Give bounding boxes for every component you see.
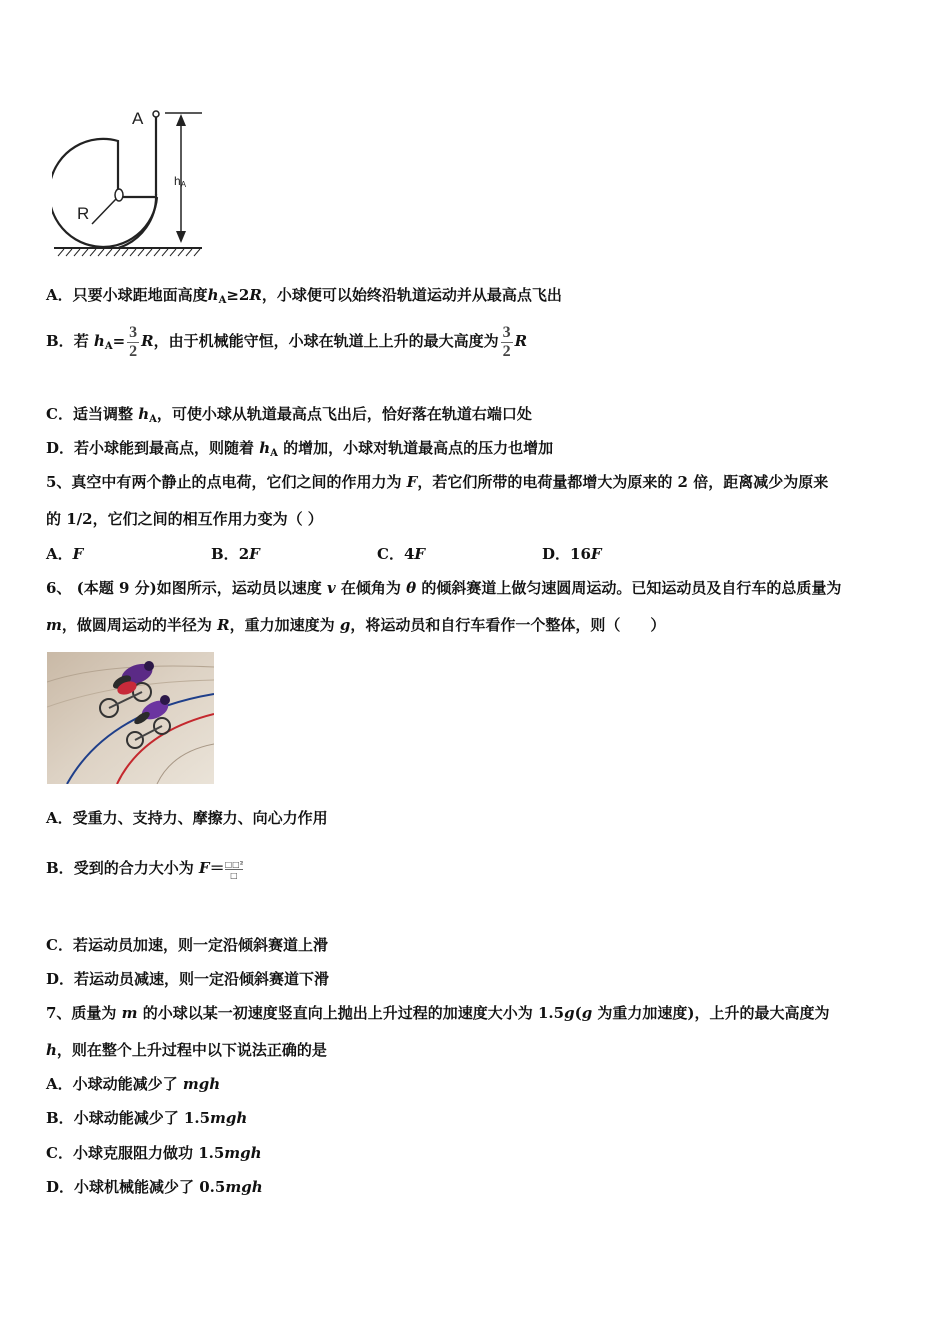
ball bbox=[153, 111, 159, 117]
ground-hatching bbox=[58, 249, 200, 256]
q6-option-b: B．受到的合力大小为 F＝ $\frac{\text{□□²}}{□}$ bbox=[46, 858, 244, 880]
q6-option-a: A．受重力、支持力、摩擦力、向心力作用 bbox=[46, 809, 328, 827]
label-a: A bbox=[132, 109, 144, 128]
fraction-three-halves-2: $\frac{3}{2}$ bbox=[502, 323, 511, 360]
q5-option-d: D．16F bbox=[542, 545, 602, 563]
label-h: hA bbox=[174, 174, 187, 189]
q6-option-c: C．若运动员加速，则一定沿倾斜赛道上滑 bbox=[46, 936, 328, 954]
q5-option-c: C．4F bbox=[377, 545, 426, 563]
q7-option-b: B．小球动能减少了 1.5mgh bbox=[46, 1109, 248, 1127]
q4-option-b: B．若 $h_A=$ $\frac{3}{2}$ R，由于机械能守恒，小球在轨道上上升的最大高度为 $\frac{3}{2}$ R bbox=[46, 323, 528, 360]
track-right-arc bbox=[118, 194, 156, 248]
q7-option-c: C．小球克服阻力做功 1.5mgh bbox=[46, 1144, 262, 1162]
q7-option-d: D．小球机械能减少了 0.5mgh bbox=[46, 1178, 263, 1196]
fraction-three-halves: $\frac{3}{2}$ bbox=[129, 323, 138, 360]
radius-line bbox=[92, 199, 116, 224]
q6-option-d: D．若运动员减速，则一定沿倾斜赛道下滑 bbox=[46, 970, 330, 988]
height-arrow-down bbox=[176, 231, 186, 243]
q5-stem-line1: 5、真空中有两个静止的点电荷，它们之间的作用力为 F，若它们所带的电荷量都增大为原来的 2 倍，距离减少为原来 bbox=[46, 473, 829, 491]
q5-option-a: A．F bbox=[46, 545, 84, 563]
q7-option-a: A．小球动能减少了 mgh bbox=[46, 1075, 221, 1093]
cyclists-photo bbox=[47, 652, 214, 784]
q6-stem-line2: m，做圆周运动的半径为 R，重力加速度为 g，将运动员和自行车看作一个整体，则（ ） bbox=[46, 616, 666, 634]
q7-stem-line1: 7、质量为 m 的小球以某一初速度竖直向上抛出上升过程的加速度大小为 1.5g(g 为重力加速度)，上升的最大高度为 bbox=[46, 1004, 830, 1022]
q5-option-b: B．2F bbox=[211, 545, 260, 563]
track-diagram bbox=[52, 100, 212, 262]
q5-stem-line2: 的 1/2，它们之间的相互作用力变为（ ） bbox=[46, 510, 323, 528]
fraction-mv2-over-r: $\frac{\text{□□²}}{□}$ bbox=[224, 858, 244, 880]
q7-stem-line2: h，则在整个上升过程中以下说法正确的是 bbox=[46, 1041, 327, 1059]
height-arrow-up bbox=[176, 114, 186, 126]
q4-option-a: A．只要小球距地面高度$h_A\ge 2R$，小球便可以始终沿轨道运动并从最高点飞出 bbox=[46, 286, 562, 306]
circular-track bbox=[52, 139, 157, 247]
label-r: R bbox=[77, 204, 90, 223]
q4-option-c: C．适当调整 $h_A$，可使小球从轨道最高点飞出后，恰好落在轨道右端口处 bbox=[46, 405, 532, 425]
q6-stem-line1: 6、 (本题 9 分)如图所示，运动员以速度 v 在倾角为 θ 的倾斜赛道上做匀速圆周运动。已知运动员及自行车的总质量为 bbox=[46, 579, 842, 597]
q4-option-d: D．若小球能到最高点，则随着 $h_A$ 的增加，小球对轨道最高点的压力也增加 bbox=[46, 439, 554, 459]
